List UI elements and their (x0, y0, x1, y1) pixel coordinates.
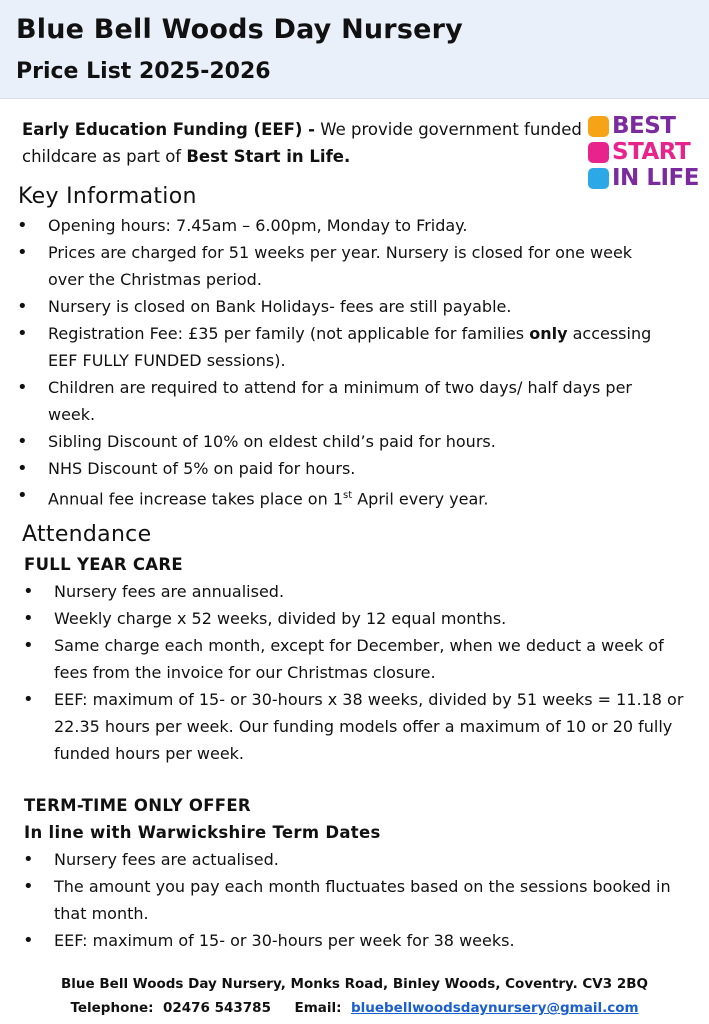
footer-contact (0, 996, 709, 1020)
list-item (0, 873, 688, 927)
eef-paragraph (22, 116, 592, 170)
logo-word-start: START (612, 139, 691, 165)
page-subtitle: Price List 2025-2026 (16, 59, 271, 84)
bullet-icon: • (23, 581, 34, 602)
superscript: st (343, 490, 353, 501)
bullet-icon: • (23, 930, 34, 951)
logo-square-blue (588, 168, 609, 189)
list-item (0, 320, 670, 374)
eef-best-start: Best Start in Life. (186, 147, 351, 166)
list-item (0, 605, 688, 632)
list-item-text: April every year. (352, 489, 489, 509)
eef-text: We provide government funded childcare as part of (22, 120, 582, 166)
bullet-icon: • (23, 849, 34, 870)
list-item-text: EEF: maximum of 15- or 30-hours per week for 38 weeks. (54, 931, 515, 950)
list-item-text: EEF: maximum of 15- or 30-hours x 38 weeks, divided by 51 weeks = 11.18 or 22.35 hours per week. Our funding models offer a maximum of 10 or 20 fully funded hours per week. (54, 690, 684, 763)
term-time-list (0, 846, 688, 954)
list-item-text: Children are required to attend for a minimum of two days/ half days per week. (48, 378, 632, 424)
telephone-label: Telephone: (70, 1000, 154, 1016)
bullet-icon: • (17, 323, 28, 344)
list-item-text: Nursery fees are annualised. (54, 582, 285, 601)
list-item (0, 293, 670, 320)
key-information-heading: Key Information (18, 184, 197, 209)
list-item-text: Same charge each month, except for December, when we deduct a week of fees from the invoice for our Christmas closure. (54, 636, 664, 682)
full-year-care-list (0, 578, 688, 767)
bullet-icon: • (17, 296, 28, 317)
page-title: Blue Bell Woods Day Nursery (16, 14, 463, 45)
bullet-icon: • (17, 215, 28, 236)
list-item (0, 374, 670, 428)
footer-address: Blue Bell Woods Day Nursery, Monks Road, Binley Woods, Coventry. CV3 2BQ (61, 976, 648, 992)
logo-square-pink (588, 142, 609, 163)
list-item-text: Nursery fees are actualised. (54, 850, 279, 869)
key-information-list (0, 212, 670, 512)
bullet-icon: • (17, 242, 28, 263)
list-item (0, 428, 670, 455)
list-item (0, 846, 688, 873)
list-item (0, 632, 688, 686)
list-item (0, 455, 670, 482)
bullet-icon: • (23, 876, 34, 897)
list-item-text: Weekly charge x 52 weeks, divided by 12 equal months. (54, 609, 507, 628)
list-item-text: Sibling Discount of 10% on eldest child’s paid for hours. (48, 432, 496, 451)
bullet-icon: • (17, 431, 28, 452)
list-item-text: accessing EEF FULLY FUNDED sessions). (48, 324, 652, 370)
bullet-icon: • (17, 377, 28, 398)
attendance-heading: Attendance (22, 522, 152, 547)
term-dates-label: In line with Warwickshire Term Dates (24, 823, 381, 842)
logo-square-orange (588, 116, 609, 137)
bullet-icon: • (23, 608, 34, 629)
list-item-bold: only (529, 324, 568, 343)
list-item (0, 482, 670, 512)
list-item-text: Opening hours: 7.45am – 6.00pm, Monday to Friday. (48, 216, 468, 235)
list-item-text: NHS Discount of 5% on paid for hours. (48, 459, 356, 478)
list-item-text: Registration Fee: £35 per family (not applicable for families (48, 324, 530, 343)
list-item (0, 686, 688, 767)
email-link[interactable]: bluebellwoodsdaynursery@gmail.com (350, 1000, 639, 1016)
header-banner (0, 0, 709, 99)
logo-word-best: BEST (612, 113, 676, 139)
telephone-number: 02476 543785 (162, 1000, 271, 1016)
email-label: Email: (294, 1000, 342, 1016)
bullet-icon: • (23, 635, 34, 656)
footer (0, 972, 709, 1020)
list-item-text: Nursery is closed on Bank Holidays- fees are still payable. (48, 297, 512, 316)
bullet-icon: • (17, 458, 28, 479)
eef-label: Early Education Funding (EEF) - (22, 120, 316, 139)
list-item (0, 927, 688, 954)
list-item (0, 578, 688, 605)
list-item (0, 239, 670, 293)
bullet-icon: • (23, 689, 34, 710)
logo-word-in-life: IN LIFE (612, 165, 699, 191)
bullet-icon: • (17, 485, 28, 506)
list-item (0, 212, 670, 239)
best-start-in-life-logo (584, 112, 706, 194)
list-item-text: The amount you pay each month fluctuates based on the sessions booked in that month. (54, 877, 671, 923)
list-item-text: Annual fee increase takes place on 1 (48, 489, 343, 509)
full-year-care-label: FULL YEAR CARE (24, 555, 183, 574)
term-time-offer-label: TERM-TIME ONLY OFFER (24, 796, 251, 815)
list-item-text: Prices are charged for 51 weeks per year. Nursery is closed for one week over the Christmas period. (48, 243, 633, 289)
